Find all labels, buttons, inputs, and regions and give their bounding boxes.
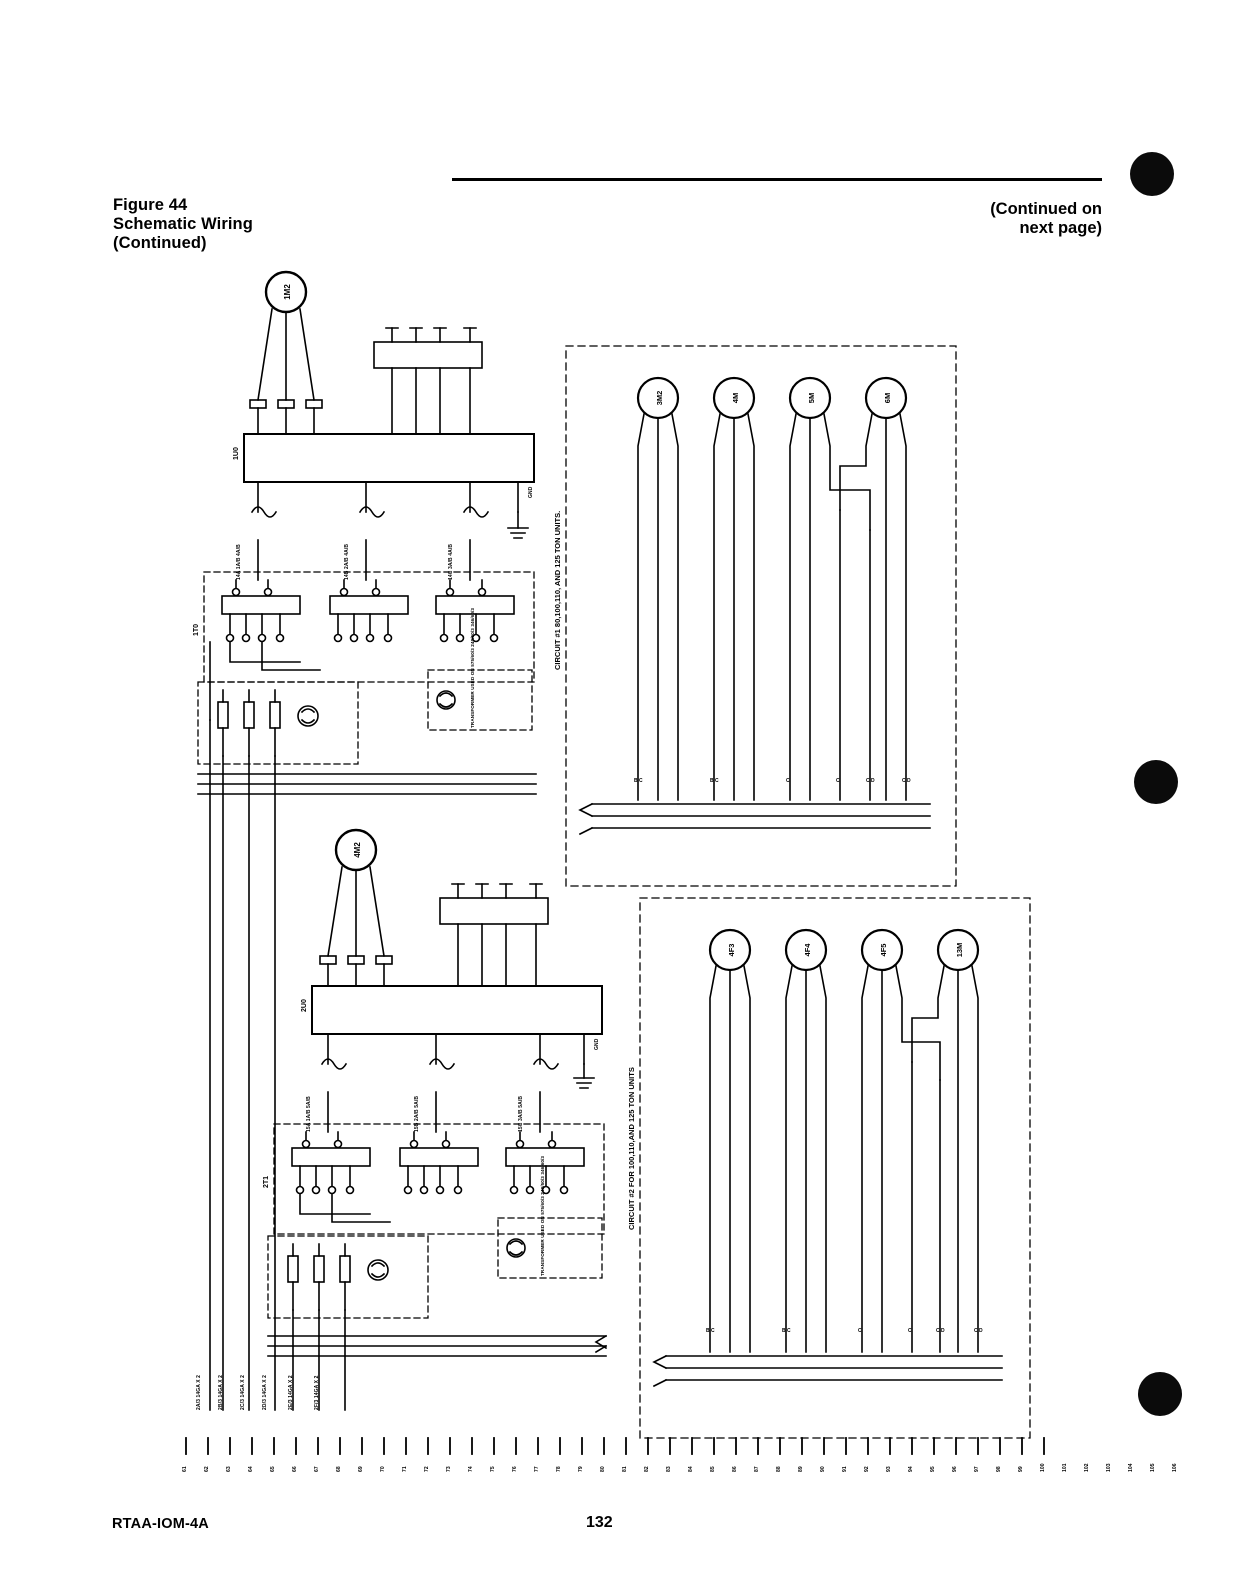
terminal-number: 66 (292, 1466, 298, 1472)
svg-text:2U0: 2U0 (301, 999, 308, 1012)
terminal-number: 76 (512, 1466, 518, 1472)
terminal-number: 69 (358, 1466, 364, 1472)
svg-text:4F3: 4F3 (727, 943, 736, 957)
phase-label: C (858, 1328, 862, 1334)
terminal-number: 102 (1084, 1463, 1090, 1472)
terminal-number: 87 (754, 1466, 760, 1472)
branch-label: 14B 2A/B 4A/B (344, 543, 350, 580)
phase-label: B C (634, 778, 643, 784)
terminal-number: 68 (336, 1466, 342, 1472)
branch-label: 15A 1A/B 5A/B (306, 1096, 312, 1132)
terminal-number: 90 (820, 1466, 826, 1472)
terminal-number: 65 (270, 1466, 276, 1472)
terminal-number: 62 (204, 1466, 210, 1472)
terminal-number: 81 (622, 1466, 628, 1472)
phase-label: C D (902, 778, 911, 784)
header-rule (452, 178, 1102, 181)
wire-label: 2B/3 14GA X 2 (218, 1374, 224, 1410)
terminal-number: 94 (908, 1466, 914, 1472)
terminal-number: 82 (644, 1466, 650, 1472)
svg-text:1M2: 1M2 (283, 284, 292, 300)
terminal-number: 101 (1062, 1463, 1068, 1472)
svg-text:3M2: 3M2 (655, 390, 664, 406)
phase-label: C D (936, 1328, 945, 1334)
terminal-number: 100 (1040, 1463, 1046, 1472)
terminal-number: 75 (490, 1466, 496, 1472)
terminal-number: 99 (1018, 1466, 1024, 1472)
punch-hole-icon (1134, 760, 1178, 804)
figure-title-line-1: Figure 44 (113, 196, 188, 214)
terminal-number: 103 (1106, 1463, 1112, 1472)
terminal-number: 78 (556, 1466, 562, 1472)
wire-label: 2E/3 14GA X 2 (288, 1375, 294, 1410)
continued-note-line-2: next page) (1019, 219, 1102, 237)
continued-note-line-1: (Continued on (990, 200, 1102, 218)
terminal-number: 86 (732, 1466, 738, 1472)
terminal-number: 95 (930, 1466, 936, 1472)
terminal-number: 77 (534, 1466, 540, 1472)
terminal-number: 84 (688, 1466, 694, 1472)
svg-text:CIRCUIT #1 80,100,110, AND 125: CIRCUIT #1 80,100,110, AND 125 TON UNITS. (553, 510, 562, 670)
footer-document-code: RTAA-IOM-4A (112, 1516, 209, 1532)
terminal-number: 98 (996, 1466, 1002, 1472)
svg-text:1T0: 1T0 (193, 623, 200, 636)
schematic-wiring-diagram (140, 250, 1178, 1480)
svg-text:5M: 5M (807, 392, 816, 404)
terminal-number: 72 (424, 1466, 430, 1472)
phase-label: C D (866, 778, 875, 784)
wire-label: 2A/3 14GA X 2 (196, 1374, 202, 1410)
branch-label: 14C 3A/B 4A/B (448, 543, 454, 580)
punch-hole-icon (1138, 1372, 1182, 1416)
ground-label: GND (528, 486, 534, 498)
schematic-svg (140, 250, 1080, 1480)
terminal-number: 89 (798, 1466, 804, 1472)
phase-label: C (908, 1328, 912, 1334)
terminal-number: 79 (578, 1466, 584, 1472)
phase-label: C (836, 778, 840, 784)
svg-text:4F5: 4F5 (879, 943, 888, 957)
svg-text:4F4: 4F4 (803, 943, 812, 957)
terminal-number: 96 (952, 1466, 958, 1472)
phase-label: B C (706, 1328, 715, 1334)
wire-label: 2C/3 14GA X 2 (240, 1374, 246, 1410)
branch-label: 15B 2A/B 5A/B (414, 1095, 420, 1132)
svg-text:2T1: 2T1 (263, 1175, 270, 1188)
wire-label: 2D/3 14GA X 2 (262, 1374, 268, 1410)
svg-text:4M: 4M (731, 392, 740, 404)
continued-note (990, 200, 1102, 238)
phase-label: C (786, 778, 790, 784)
transformer-note: TRANSFORMER USED ON 575/60/3 240/50/3 346/60/3 (470, 607, 475, 728)
svg-text:6M: 6M (883, 392, 892, 404)
terminal-number: 105 (1150, 1463, 1156, 1472)
punch-hole-icon (1130, 152, 1174, 196)
phase-label: B C (782, 1328, 791, 1334)
terminal-number: 91 (842, 1466, 848, 1472)
terminal-number: 73 (446, 1466, 452, 1472)
transformer-note: TRANSFORMER USED ON 575/60/3 240/50/3 346/60/3 (540, 1155, 545, 1276)
terminal-number: 71 (402, 1466, 408, 1472)
terminal-number: 106 (1172, 1463, 1178, 1472)
terminal-number: 88 (776, 1466, 782, 1472)
terminal-number: 63 (226, 1466, 232, 1472)
terminal-number: 83 (666, 1466, 672, 1472)
terminal-number: 104 (1128, 1463, 1134, 1472)
terminal-number: 67 (314, 1466, 320, 1472)
svg-text:13M: 13M (955, 942, 964, 958)
svg-text:4M2: 4M2 (353, 842, 362, 858)
ground-label: GND (594, 1038, 600, 1050)
svg-text:CIRCUIT #2 FOR 100,110,AND 125: CIRCUIT #2 FOR 100,110,AND 125 TON UNITS (627, 1067, 636, 1230)
phase-label: B C (710, 778, 719, 784)
figure-title-line-2: Schematic Wiring (113, 215, 253, 233)
terminal-number: 92 (864, 1466, 870, 1472)
terminal-number: 61 (182, 1466, 188, 1472)
footer-page-number: 132 (586, 1514, 613, 1531)
svg-text:1U0: 1U0 (233, 447, 240, 460)
terminal-number: 93 (886, 1466, 892, 1472)
figure-title (113, 196, 253, 253)
terminal-number: 74 (468, 1466, 474, 1472)
terminal-number: 80 (600, 1466, 606, 1472)
terminal-number: 97 (974, 1466, 980, 1472)
branch-label: 14A 1A/B 4A/B (236, 544, 242, 580)
terminal-number: 64 (248, 1466, 254, 1472)
figure-title-line-3: (Continued) (113, 234, 207, 252)
wire-label: 2F/3 14GA X 2 (314, 1375, 320, 1410)
branch-label: 15C 3A/B 5A/B (518, 1095, 524, 1132)
terminal-number: 70 (380, 1466, 386, 1472)
terminal-number: 85 (710, 1466, 716, 1472)
phase-label: C D (974, 1328, 983, 1334)
